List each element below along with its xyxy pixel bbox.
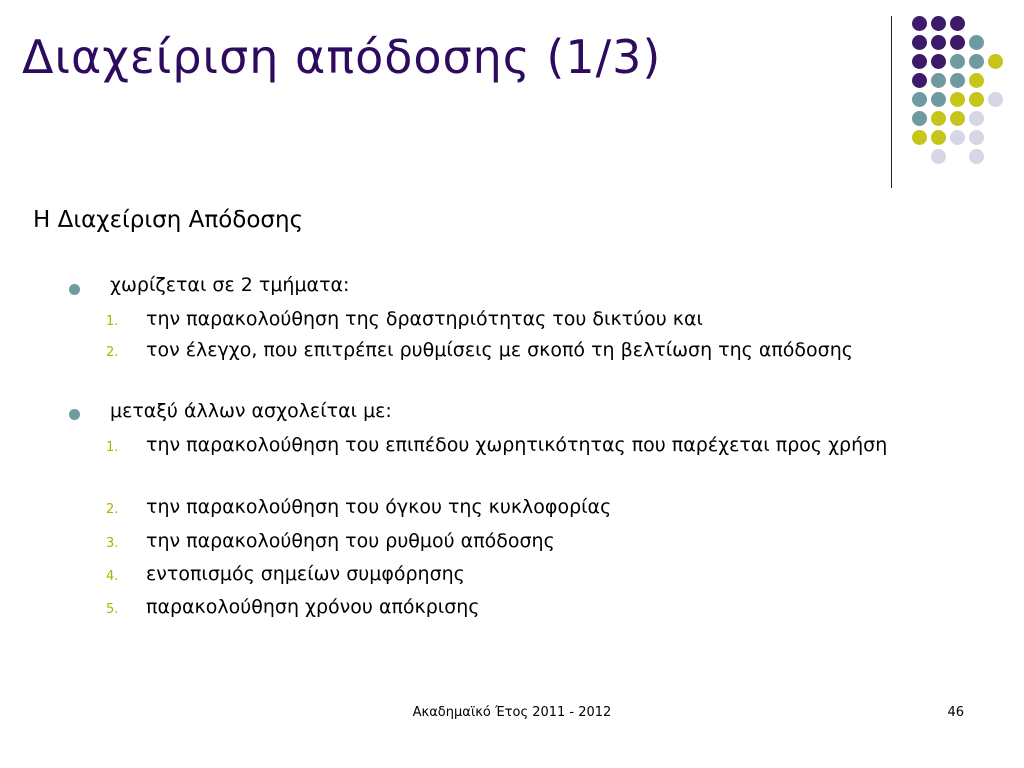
- decorative-dot: [950, 16, 965, 31]
- item-number: 2.: [106, 345, 119, 360]
- item-text: παρακολούθηση χρόνου απόκρισης: [146, 596, 480, 618]
- decorative-dot: [969, 92, 984, 107]
- item-text: τον έλεγχο, που επιτρέπει ρυθμίσεις με σκοπό τη βελτίωση της απόδοσης: [146, 339, 853, 361]
- decorative-dot: [969, 111, 984, 126]
- decorative-dot: [969, 149, 984, 164]
- decorative-dot: [969, 54, 984, 69]
- bullet-icon: [69, 284, 80, 295]
- intro-heading: Η Διαχείριση Απόδοσης: [33, 207, 304, 233]
- divider-line: [891, 16, 892, 188]
- decorative-dot: [931, 149, 946, 164]
- decorative-dot: [950, 54, 965, 69]
- decorative-dot: [912, 16, 927, 31]
- decorative-dot: [950, 73, 965, 88]
- decorative-dot: [912, 130, 927, 145]
- section-2-heading: μεταξύ άλλων ασχολείται με:: [110, 400, 392, 422]
- decorative-dot: [969, 35, 984, 50]
- decorative-dot: [931, 130, 946, 145]
- item-text: την παρακολούθηση του ρυθμού απόδοσης: [146, 530, 555, 552]
- decorative-dot: [950, 92, 965, 107]
- decorative-dot: [912, 73, 927, 88]
- decorative-dot: [988, 54, 1003, 69]
- item-number: 3.: [106, 536, 119, 551]
- decorative-dot: [931, 16, 946, 31]
- item-text: την παρακολούθηση του επιπέδου χωρητικότητας που παρέχεται προς χρήση: [146, 434, 888, 456]
- decorative-dot: [912, 92, 927, 107]
- decorative-dot: [912, 54, 927, 69]
- decorative-dot-grid: [0, 0, 1024, 200]
- decorative-dot: [912, 111, 927, 126]
- decorative-dot: [931, 35, 946, 50]
- decorative-dot: [912, 35, 927, 50]
- item-number: 4.: [106, 569, 119, 584]
- decorative-dot: [988, 92, 1003, 107]
- decorative-dot: [950, 130, 965, 145]
- page-number: 46: [947, 705, 964, 720]
- decorative-dot: [931, 73, 946, 88]
- bullet-icon: [69, 409, 80, 420]
- item-number: 5.: [106, 602, 119, 617]
- footer-academic-year: Ακαδημαϊκό Έτος 2011 - 2012: [412, 705, 612, 720]
- decorative-dot: [931, 111, 946, 126]
- item-text: εντοπισμός σημείων συμφόρησης: [146, 563, 465, 585]
- decorative-dot: [950, 35, 965, 50]
- decorative-dot: [969, 73, 984, 88]
- item-text: την παρακολούθηση της δραστηριότητας του δικτύου και: [146, 308, 703, 330]
- item-number: 1.: [106, 314, 119, 329]
- section-1-heading: χωρίζεται σε 2 τμήματα:: [110, 274, 350, 296]
- item-number: 2.: [106, 502, 119, 517]
- decorative-dot: [969, 130, 984, 145]
- item-text: την παρακολούθηση του όγκου της κυκλοφορίας: [146, 496, 612, 518]
- item-number: 1.: [106, 440, 119, 455]
- decorative-dot: [931, 92, 946, 107]
- slide-title: Διαχείριση απόδοσης (1/3): [22, 30, 662, 84]
- decorative-dot: [931, 54, 946, 69]
- decorative-dot: [950, 111, 965, 126]
